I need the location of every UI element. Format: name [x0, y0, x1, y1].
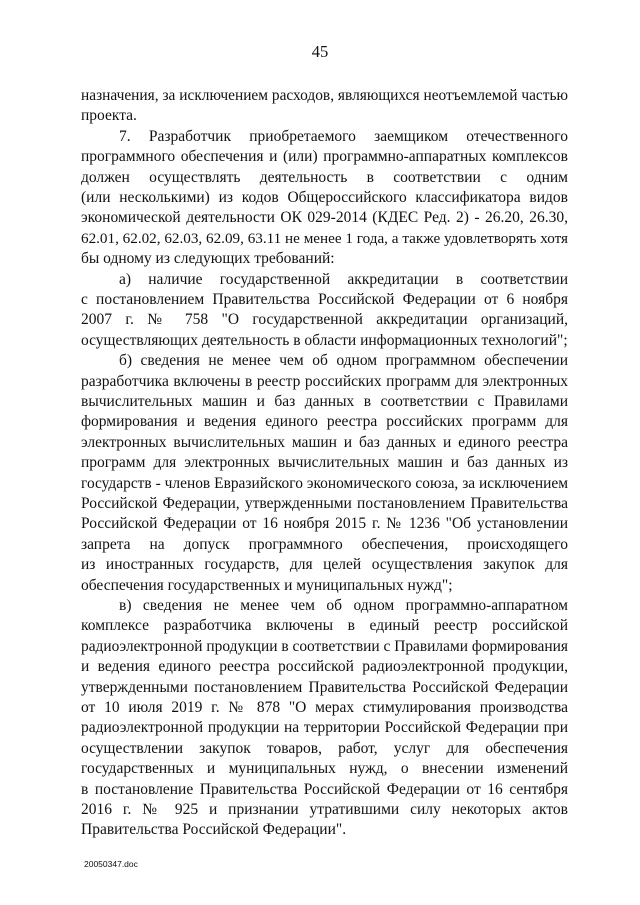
text-line: в постановление Правительства Российской Федерации от 16 сентября [81, 780, 568, 798]
text-line: 2007 г. № 758 "О государственной аккредитации организаций, [81, 311, 568, 329]
text-line: разработчика включены в реестр российских программ для электронных [81, 372, 568, 390]
text-line: а) наличие государственной аккредитации в соответствии [119, 270, 568, 288]
text-line: должен осуществлять деятельность в соответствии с одним [81, 168, 568, 186]
text-line: 7. Разработчик приобретаемого заемщиком отечественного [119, 127, 568, 145]
footer-file-code: 20050347.doc [84, 859, 138, 869]
text-line: обеспечения государственных и муниципальных нужд"; [81, 576, 453, 594]
text-line: из иностранных государств, для целей осуществления закупок для [81, 556, 568, 574]
text-line: запрета на допуск программного обеспечения, происходящего [81, 535, 568, 553]
text-line: радиоэлектронной продукции в соответствии с Правилами формирования [81, 637, 568, 655]
text-line: Российской Федерации, утвержденными постановлением Правительства [81, 495, 568, 512]
text-line: государств - членов Евразийского экономического союза, за исключением [81, 474, 568, 492]
text-line: электронных вычислительных машин и баз данных и единого реестра [81, 433, 568, 451]
text-line: формирования и ведения единого реестра российских программ для [81, 413, 568, 431]
text-line: осуществляющих деятельность в области информационных технологий"; [81, 331, 568, 349]
text-line: Правительства Российской Федерации". [81, 821, 347, 839]
text-line: утвержденными постановлением Правительства Российской Федерации [81, 678, 568, 696]
page-number: 45 [311, 42, 329, 61]
text-line: и ведения единого реестра российской радиоэлектронной продукции, [81, 658, 568, 676]
text-line: вычислительных машин и баз данных в соответствии с Правилами [81, 393, 568, 410]
text-line: осуществлении закупок товаров, работ, услуг для обеспечения [81, 739, 568, 757]
text-line: в) сведения не менее чем об одном программно-аппаратном [119, 597, 568, 614]
text-line: с постановлением Правительства Российской Федерации от 6 ноября [81, 291, 568, 308]
text-line: комплексе разработчика включены в единый реестр российской [81, 617, 568, 635]
text-line: проекта. [81, 107, 137, 125]
text-line: назначения, за исключением расходов, являющихся неотъемлемой частью [81, 87, 568, 104]
text-line: программного обеспечения и (или) программно-аппаратных комплексов [81, 148, 568, 166]
text-line: от 10 июля 2019 г. № 878 "О мерах стимулирования производства [81, 699, 568, 716]
text-line: государственных и муниципальных нужд, о внесении изменений [81, 760, 568, 778]
text-line: б) сведения не менее чем об одном программном обеспечении [119, 352, 568, 370]
text-line: (или несколькими) из кодов Общероссийского классификатора видов [81, 189, 568, 206]
text-line: 62.01, 62.02, 62.03, 62.09, 63.11 не менее 1 года, а также удовлетворять хотя [81, 229, 568, 247]
text-line: бы одному из следующих требований: [81, 250, 335, 268]
text-line: программ для электронных вычислительных машин и баз данных из [81, 454, 568, 472]
text-line: 2016 г. № 925 и признании утратившими силу некоторых актов [81, 801, 568, 818]
text-line: Российской Федерации от 16 ноября 2015 г. № 1236 "Об установлении [81, 515, 568, 533]
text-line: радиоэлектронной продукции на территории Российской Федерации при [81, 719, 568, 737]
text-line: экономической деятельности ОК 029-2014 (КДЕС Ред. 2) - 26.20, 26.30, [81, 209, 568, 227]
